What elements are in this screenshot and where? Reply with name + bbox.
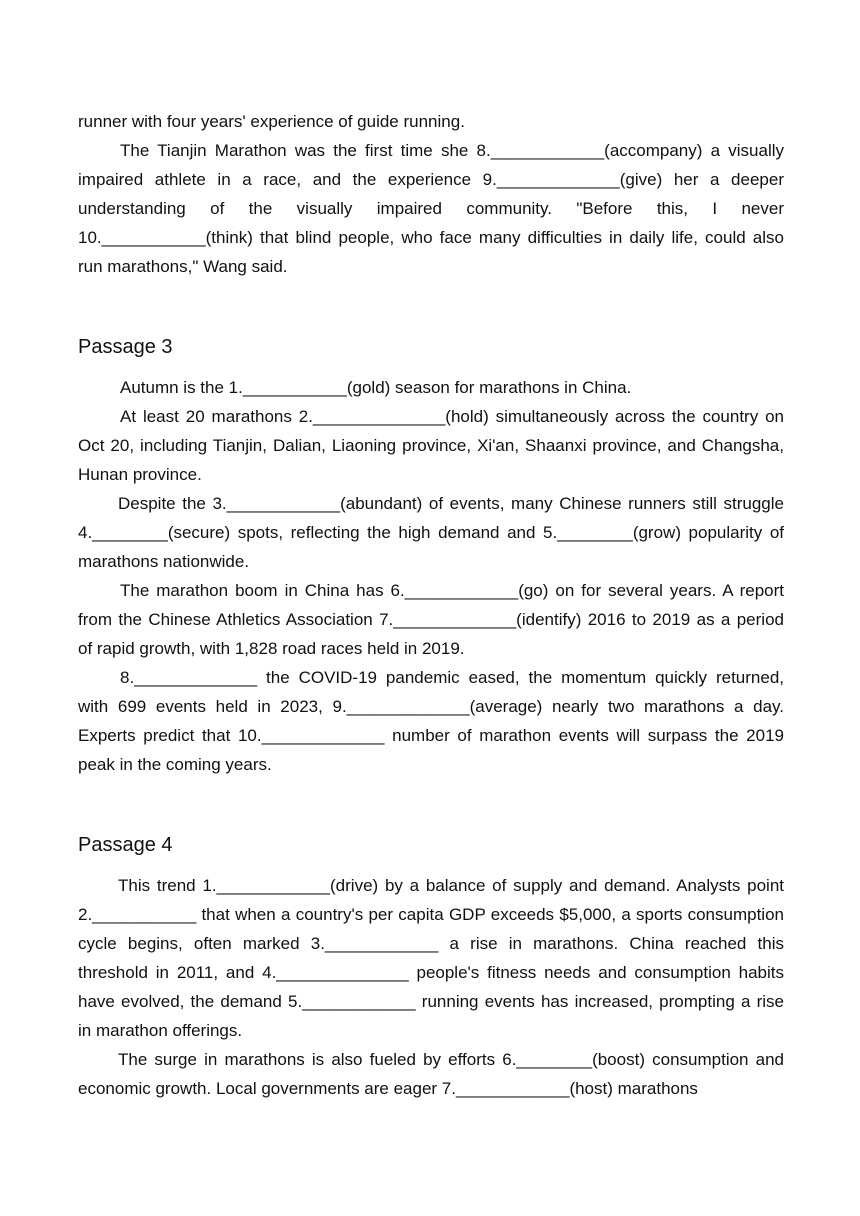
passage3-paragraph-4: The marathon boom in China has 6.____________(go) on for several years. A report from the Chinese Athletics Association 7._____________(identify) 2016 to 2019 as a period of rapid growth, with 1,828 road races held in 2019. bbox=[78, 581, 784, 658]
passage4-paragraph-2: The surge in marathons is also fueled by efforts 6.________(boost) consumption and economic growth. Local governments are eager 7.____________(host) marathons bbox=[78, 1050, 784, 1098]
passage4-heading: Passage 4 bbox=[78, 834, 173, 856]
passage3-paragraph-1: Autumn is the 1.___________(gold) season for marathons in China. bbox=[120, 378, 632, 397]
passage2-line: runner with four years' experience of guide running. bbox=[78, 112, 465, 131]
passage3-paragraph-5: 8._____________ the COVID-19 pandemic eased, the momentum quickly returned, with 699 events held in 2023, 9._____________(average) nearly two marathons a day. Experts predict that 10._____________ number of marathon events will surpass the 2019 peak in the coming years. bbox=[78, 668, 784, 774]
passage3-heading: Passage 3 bbox=[78, 336, 173, 358]
passage3-paragraph-3: Despite the 3.____________(abundant) of events, many Chinese runners still struggle 4.________(secure) spots, reflecting the high demand and 5.________(grow) popularity of marathons nationwide. bbox=[78, 494, 784, 571]
passage2-paragraph: The Tianjin Marathon was the first time she 8.____________(accompany) a visually impaired athlete in a race, and the experience 9._____________(give) her a deeper understanding of the visually impaired community. "Before this, I never 10.___________(think) that blind people, who face many difficulties in daily life, could also run marathons," Wang said. bbox=[78, 141, 784, 276]
document-body bbox=[78, 107, 784, 1103]
passage4-paragraph-1: This trend 1.____________(drive) by a balance of supply and demand. Analysts point 2.___________ that when a country's per capita GDP exceeds $5,000, a sports consumption cycle begins, often marked 3.____________ a rise in marathons. China reached this threshold in 2011, and 4.______________ people's fitness needs and consumption habits have evolved, the demand 5.____________ running events has increased, prompting a rise in marathon offerings. bbox=[78, 876, 784, 1040]
passage3-paragraph-2: At least 20 marathons 2.______________(hold) simultaneously across the country on Oct 20, including Tianjin, Dalian, Liaoning province, Xi'an, Shaanxi province, and Changsha, Hunan province. bbox=[78, 407, 784, 484]
